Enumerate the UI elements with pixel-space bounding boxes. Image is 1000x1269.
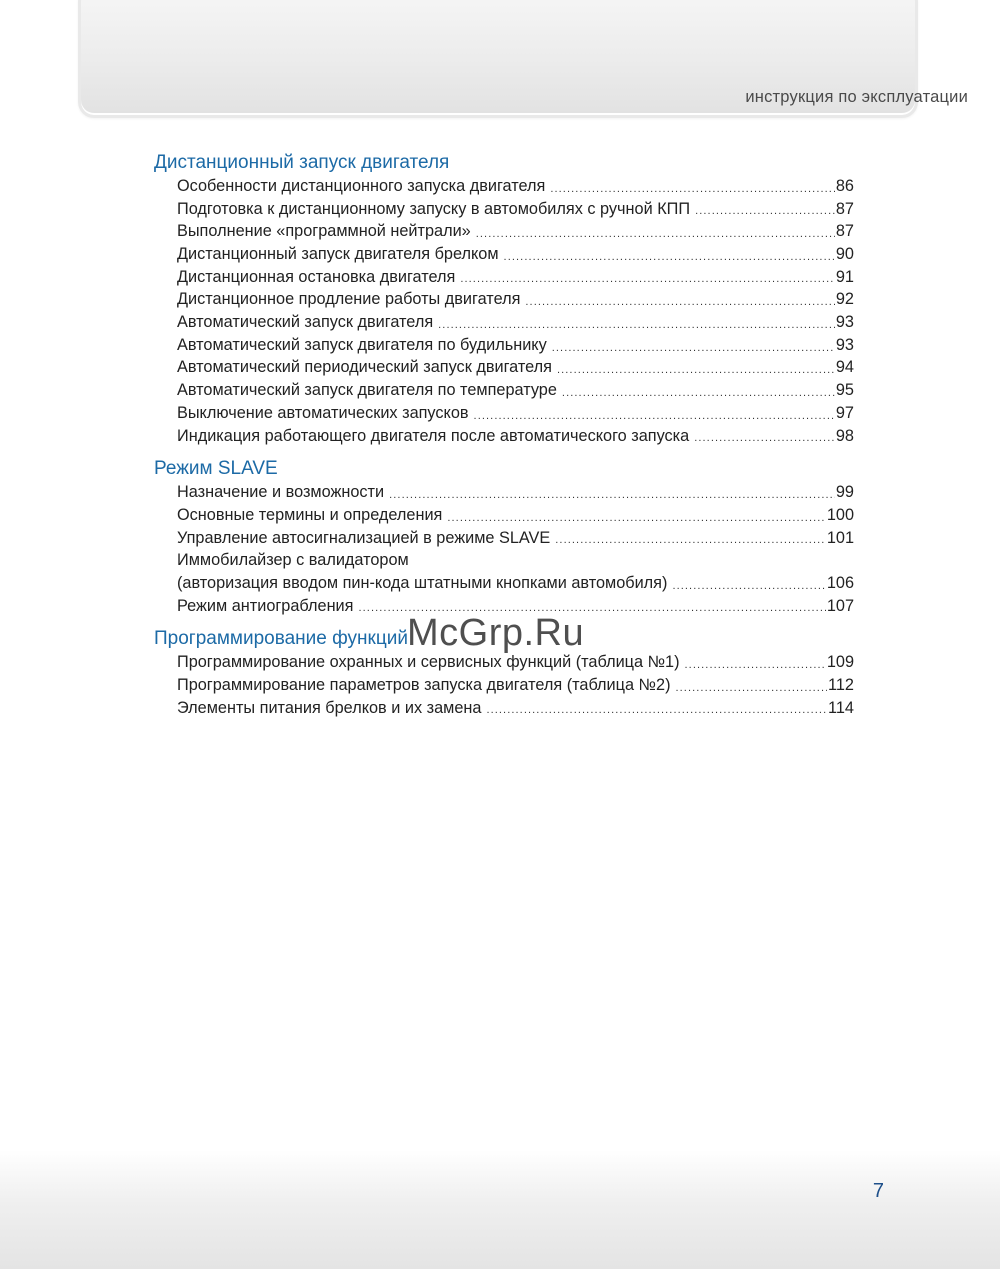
watermark: McGrp.Ru — [407, 612, 585, 654]
dot-leader — [504, 249, 835, 266]
toc-entry[interactable] — [177, 481, 854, 504]
toc-entry[interactable] — [177, 243, 854, 266]
dot-leader — [486, 702, 827, 719]
entry-title: Дистанционная остановка двигателя — [177, 267, 456, 286]
entry-page: 93 — [835, 335, 854, 354]
dot-leader — [557, 362, 835, 379]
entry-title: Программирование охранных и сервисных функций (таблица №1) — [177, 653, 680, 672]
toc-entry[interactable] — [177, 175, 854, 198]
page-number: 7 — [872, 1180, 884, 1202]
toc-entry[interactable] — [177, 334, 854, 357]
entry-title: Автоматический периодический запуск двигателя — [177, 358, 552, 377]
dot-leader — [389, 487, 835, 504]
entry-title: Особенности дистанционного запуска двигателя — [177, 176, 546, 195]
dot-leader — [552, 340, 835, 357]
header-title: инструкция по эксплуатации — [745, 88, 968, 106]
entry-title: Режим антиограбления — [177, 596, 354, 615]
entry-page: 87 — [835, 222, 854, 241]
entry-page: 94 — [835, 358, 854, 377]
dot-leader — [695, 203, 835, 220]
entry-page: 114 — [828, 698, 854, 717]
entry-page: 107 — [826, 596, 854, 615]
section-title: Программирование функций — [154, 628, 408, 650]
entry-title: Дистанционное продление работы двигателя — [177, 290, 521, 309]
entry-title: Основные термины и определения — [177, 505, 443, 524]
dot-leader — [685, 657, 826, 674]
toc-entry[interactable] — [177, 527, 854, 550]
entry-page: 92 — [835, 290, 854, 309]
toc-section — [154, 458, 854, 617]
section-title: Дистанционный запуск двигателя — [154, 152, 450, 173]
toc-entry[interactable] — [177, 198, 854, 221]
dot-leader — [438, 317, 835, 334]
entry-page: 109 — [826, 653, 854, 672]
toc-entry[interactable] — [177, 674, 854, 697]
entry-title: Автоматический запуск двигателя — [177, 313, 434, 332]
entry-title-line1: Иммобилайзер с валидатором — [177, 551, 409, 570]
toc-entry[interactable] — [177, 504, 854, 527]
entry-title: Назначение и возможности — [177, 483, 385, 502]
toc-entry[interactable] — [177, 402, 854, 425]
toc-entry[interactable] — [177, 311, 854, 334]
entry-title: Автоматический запуск двигателя по температуре — [177, 381, 557, 400]
toc-entry[interactable] — [177, 220, 854, 243]
dot-leader — [672, 578, 825, 595]
entry-page: 91 — [835, 267, 854, 286]
dot-leader — [474, 408, 835, 425]
dot-leader — [562, 385, 835, 402]
entry-page: 86 — [835, 176, 854, 195]
toc-entry[interactable] — [177, 697, 854, 720]
dot-leader — [525, 294, 834, 311]
entry-page: 97 — [835, 403, 854, 422]
toc-entry[interactable] — [177, 379, 854, 402]
entry-title: Управление автосигнализацией в режиме SLAVE — [177, 528, 551, 547]
entry-title: Выполнение «программной нейтрали» — [177, 222, 471, 241]
entry-title: Программирование параметров запуска двигателя (таблица №2) — [177, 676, 671, 695]
toc-section — [154, 152, 854, 447]
entry-title: Выключение автоматических запусков — [177, 403, 469, 422]
toc-entry-first-line[interactable] — [177, 549, 854, 572]
entry-page: 100 — [826, 505, 854, 524]
entry-title: Подготовка к дистанционному запуску в автомобилях с ручной КПП — [177, 199, 691, 218]
entry-title: Дистанционный запуск двигателя брелком — [177, 245, 499, 264]
toc-entry[interactable] — [177, 288, 854, 311]
entry-page: 99 — [835, 483, 854, 502]
dot-leader — [476, 226, 835, 243]
entry-page: 95 — [835, 381, 854, 400]
entry-page: 101 — [826, 528, 854, 547]
toc-entry[interactable] — [177, 266, 854, 289]
entry-page: 106 — [826, 573, 854, 592]
footer-band — [0, 1150, 1000, 1269]
toc-entry[interactable] — [177, 425, 854, 448]
dot-leader — [447, 510, 825, 527]
entry-title: Индикация работающего двигателя после автоматического запуска — [177, 426, 690, 445]
dot-leader — [555, 532, 826, 549]
entry-page: 112 — [828, 676, 854, 695]
entry-page: 98 — [835, 426, 854, 445]
toc-entry[interactable] — [177, 357, 854, 380]
entry-title: (авторизация вводом пин-кода штатными кнопками автомобиля) — [177, 573, 668, 592]
entry-page: 87 — [835, 199, 854, 218]
section-title: Режим SLAVE — [154, 458, 278, 480]
entry-page: 93 — [835, 313, 854, 332]
dot-leader — [550, 181, 835, 198]
entry-page: 90 — [835, 245, 854, 264]
dot-leader — [694, 430, 835, 447]
entry-title: Элементы питания брелков и их замена — [177, 698, 482, 717]
dot-leader — [460, 271, 835, 288]
entry-title: Автоматический запуск двигателя по будильнику — [177, 335, 547, 354]
dot-leader — [676, 680, 828, 697]
toc-entry[interactable] — [177, 572, 854, 595]
